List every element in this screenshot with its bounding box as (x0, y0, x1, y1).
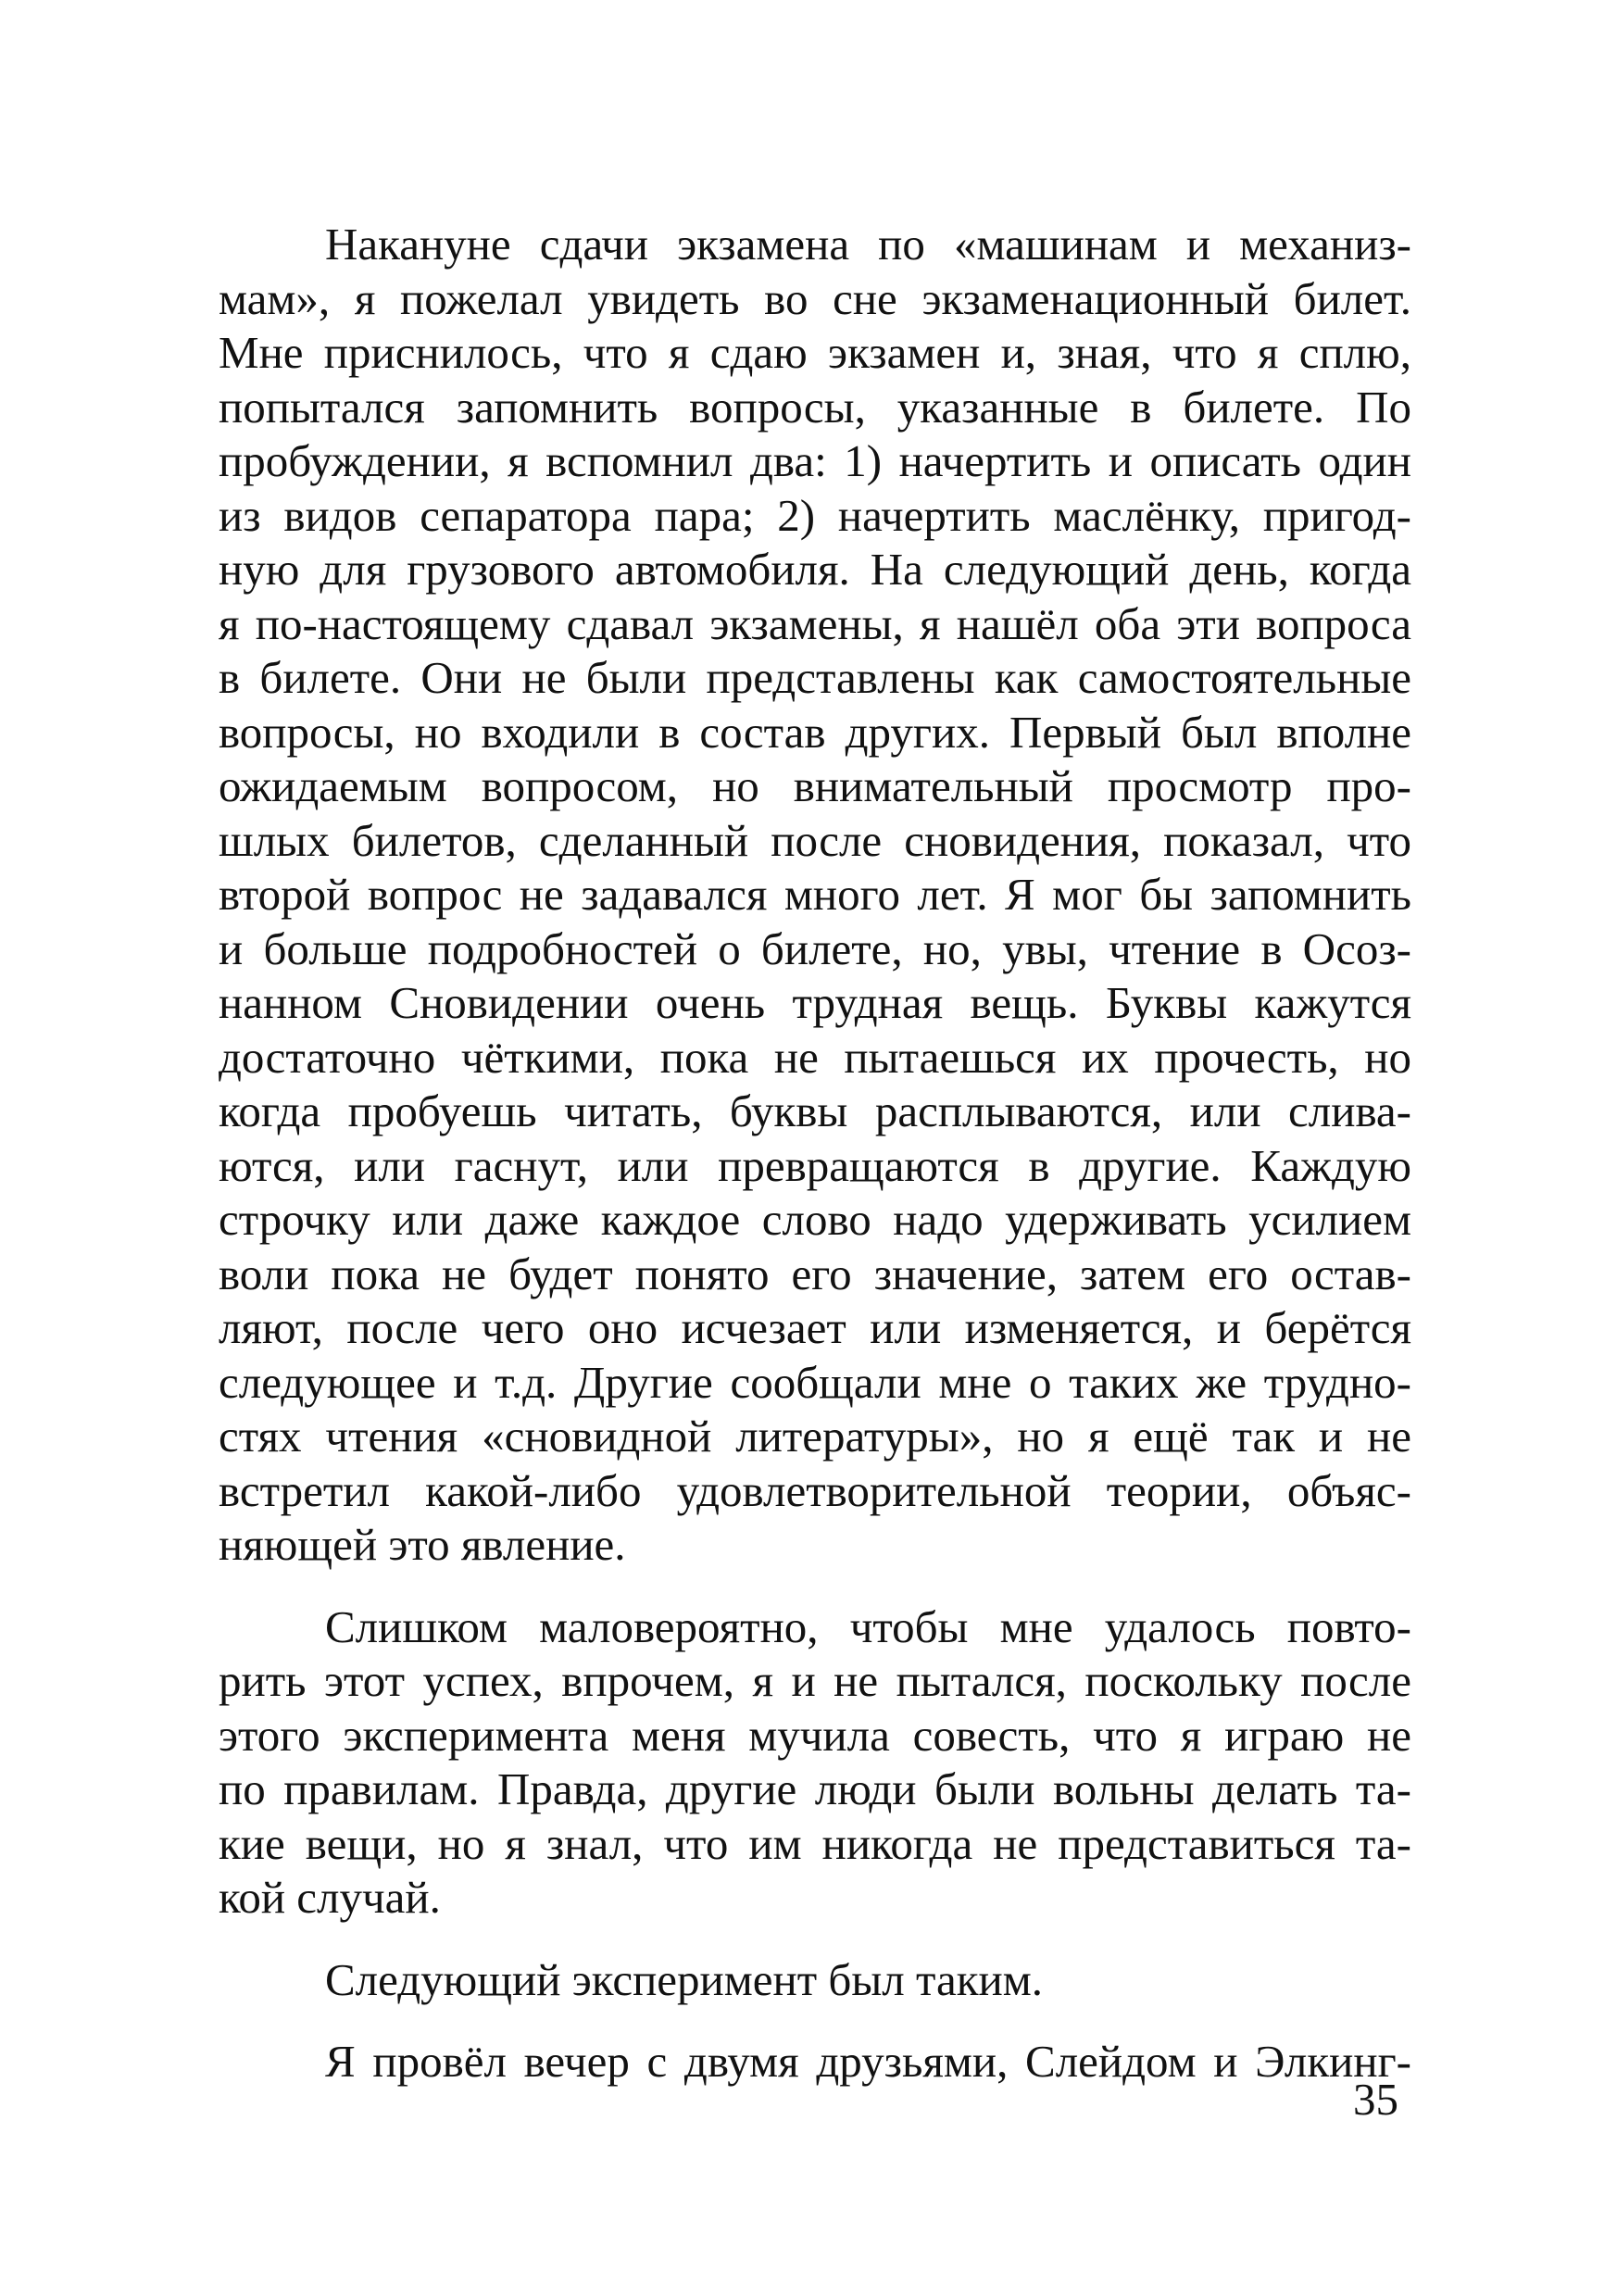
text-line: мам», я пожелал увидеть во сне экзаменационный билет. (219, 272, 1411, 324)
text-line: ются, или гаснут, или превращаются в другие. Каждую (219, 1139, 1411, 1191)
paragraph-evening-friends (219, 2035, 1411, 2089)
text-line: Я провёл вечер с двумя друзьями, Слейдом и Элкинг- (325, 2036, 1411, 2087)
text-line: из видов сепаратора пара; 2) начертить маслёнку, пригод- (219, 489, 1411, 541)
text-line: Следующий эксперимент был таким. (325, 1953, 1044, 2005)
body-text (219, 218, 1411, 2089)
text-line: ную для грузового автомобиля. На следующий день, когда (219, 544, 1411, 595)
text-line: следующее и т.д. Другие сообщали мне о таких же трудно- (219, 1356, 1411, 1408)
text-line: строчку или даже каждое слово надо удерживать усилием (219, 1194, 1411, 1245)
text-line: второй вопрос не задавался много лет. Я мог бы запомнить (219, 869, 1411, 920)
paragraph-next-experiment (219, 1953, 1411, 2008)
text-line: я по-настоящему сдавал экзамены, я нашёл оба эти вопроса (219, 597, 1411, 649)
text-line: Мне приснилось, что я сдаю экзамен и, зная, что я сплю, (219, 327, 1411, 378)
text-line: когда пробуешь читать, буквы расплываются, или слива- (219, 1085, 1411, 1136)
text-line: кие вещи, но я знал, что им никогда не представиться та- (219, 1817, 1411, 1869)
text-line: этого эксперимента меня мучила совесть, что я играю не (219, 1709, 1411, 1761)
text-line: по правилам. Правда, другие люди были вольны делать та- (219, 1763, 1411, 1814)
text-line: и больше подробностей о билете, но, увы, чтение в Осоз- (219, 922, 1411, 974)
text-line: попытался запомнить вопросы, указанные в билете. По (219, 381, 1411, 433)
text-line: Слишком маловероятно, чтобы мне удалось повто- (325, 1600, 1411, 1652)
paragraph-exam-dream (219, 218, 1411, 1573)
text-line: шлых билетов, сделанный после сновидения, показал, что (219, 814, 1411, 866)
page-number: 35 (1353, 2074, 1398, 2125)
text-line: воли пока не будет понято его значение, затем его остав- (219, 1248, 1411, 1299)
text-line: достаточно чёткими, пока не пытаешься их прочесть, но (219, 1031, 1411, 1083)
text-line: вопросы, но входили в состав других. Первый был вполне (219, 706, 1411, 758)
paragraph-unlikely-repeat (219, 1600, 1411, 1926)
text-line: стях чтения «сновидной литературы», но я ещё так и не (219, 1411, 1411, 1462)
text-line: Накануне сдачи экзамена по «машинам и механиз- (325, 219, 1411, 270)
text-line: кой случай. (219, 1872, 441, 1923)
text-line: в билете. Они не были представлены как самостоятельные (219, 652, 1411, 703)
text-line: встретил какой-либо удовлетворительной теории, объяс- (219, 1464, 1411, 1516)
text-line: нанном Сновидении очень трудная вещь. Буквы кажутся (219, 977, 1411, 1028)
text-line: няющей это явление. (219, 1519, 626, 1570)
text-line: рить этот успех, впрочем, я и не пытался, поскольку после (219, 1655, 1411, 1706)
text-line: ожидаемым вопросом, но внимательный просмотр про- (219, 760, 1411, 811)
text-line: пробуждении, я вспомнил два: 1) начертить и описать один (219, 435, 1411, 486)
text-line: ляют, после чего оно исчезает или изменяется, и берётся (219, 1302, 1411, 1353)
